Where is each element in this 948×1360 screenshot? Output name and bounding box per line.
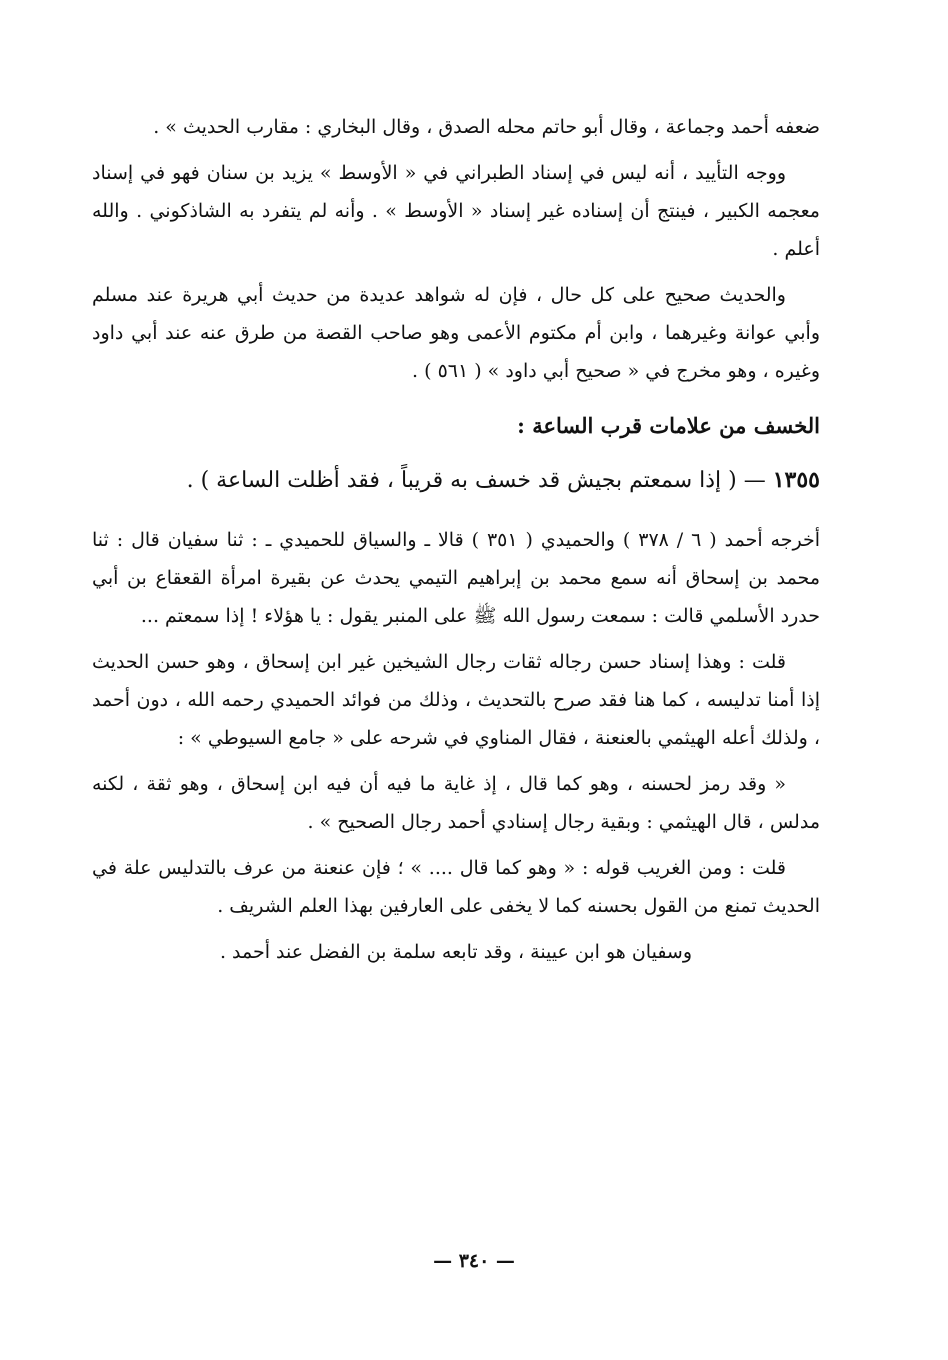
section-heading: الخسف من علامات قرب الساعة : <box>517 413 820 438</box>
page-body <box>92 108 820 971</box>
paragraph-8: وسفيان هو ابن عيينة ، وقد تابعه سلمة بن الفضل عند أحمد . <box>219 941 693 963</box>
paragraph-4: أخرجه أحمد ( ٦ / ٣٧٨ ) والحميدي ( ٣٥١ ) قالا ـ والسياق للحميدي ـ : ثنا سفيان قال : ثنا محمد بن إسحاق أنه سمع محمد بن إبراهيم التيمي يحدث عن بقيرة امرأة القعقاع بن أبي حدرد الأسلمي قالت : سمعت رسول الله ﷺ على المنبر يقول : يا هؤلاء ! إذا سمعتم ... <box>92 529 821 627</box>
paragraph-5: قلت : وهذا إسناد حسن رجاله ثقات رجال الشيخين غير ابن إسحاق ، وهو حسن الحديث إذا أمنا تدليسه ، كما هنا فقد صرح بالتحديث ، وذلك من فوائد الحميدي رحمه الله ، دون أحمد ، ولذلك أعله الهيثمي بالعنعنة ، فقال المناوي في شرحه على « جامع السيوطي » : <box>92 651 820 749</box>
hadith-number: ١٣٥٥ <box>772 467 820 493</box>
paragraph-2: ووجه التأييد ، أنه ليس في إسناد الطبراني في « الأوسط » يزيد بن سنان فهو في إسناد معجمه الكبير ، فينتج أن إسناده غير إسناد « الأوسط » . وأنه لم يتفرد به الشاذكوني . والله أعلم . <box>92 162 820 260</box>
paragraph-3: والحديث صحيح على كل حال ، فإن له شواهد عديدة من حديث أبي هريرة عند مسلم وأبي عوانة وغيرهما ، وابن أم مكتوم الأعمى وهو صاحب القصة من طرق عنه عند أبي داود وغيره ، وهو مخرج في « صحيح أبي داود » ( ٥٦١ ) . <box>92 284 820 382</box>
paragraph-6: « وقد رمز لحسنه ، وهو كما قال ، إذ غاية ما فيه أن فيه ابن إسحاق ، وهو ثقة ، لكنه مدلس ، قال الهيثمي : وبقية رجال إسنادي أحمد رجال الصحيح » . <box>92 773 820 833</box>
hadith-text-block <box>92 454 820 507</box>
paragraph-1: ضعفه أحمد وجماعة ، وقال أبو حاتم محله الصدق ، وقال البخاري : مقارب الحديث » . <box>153 116 820 138</box>
page-number: — ٣٤٠ — <box>433 1250 515 1272</box>
paragraph-7: قلت : ومن الغريب قوله : « وهو كما قال .... » ؛ فإن عنعنة من عرف بالتدليس علة في الحديث تمنع من القول بحسنه كما لا يخفى على العارفين بهذا العلم الشريف . <box>92 857 820 917</box>
hadith-text: — ( إذا سمعتم بجيش قد خسف به قريباً ، فقد أظلت الساعة ) . <box>186 468 766 493</box>
